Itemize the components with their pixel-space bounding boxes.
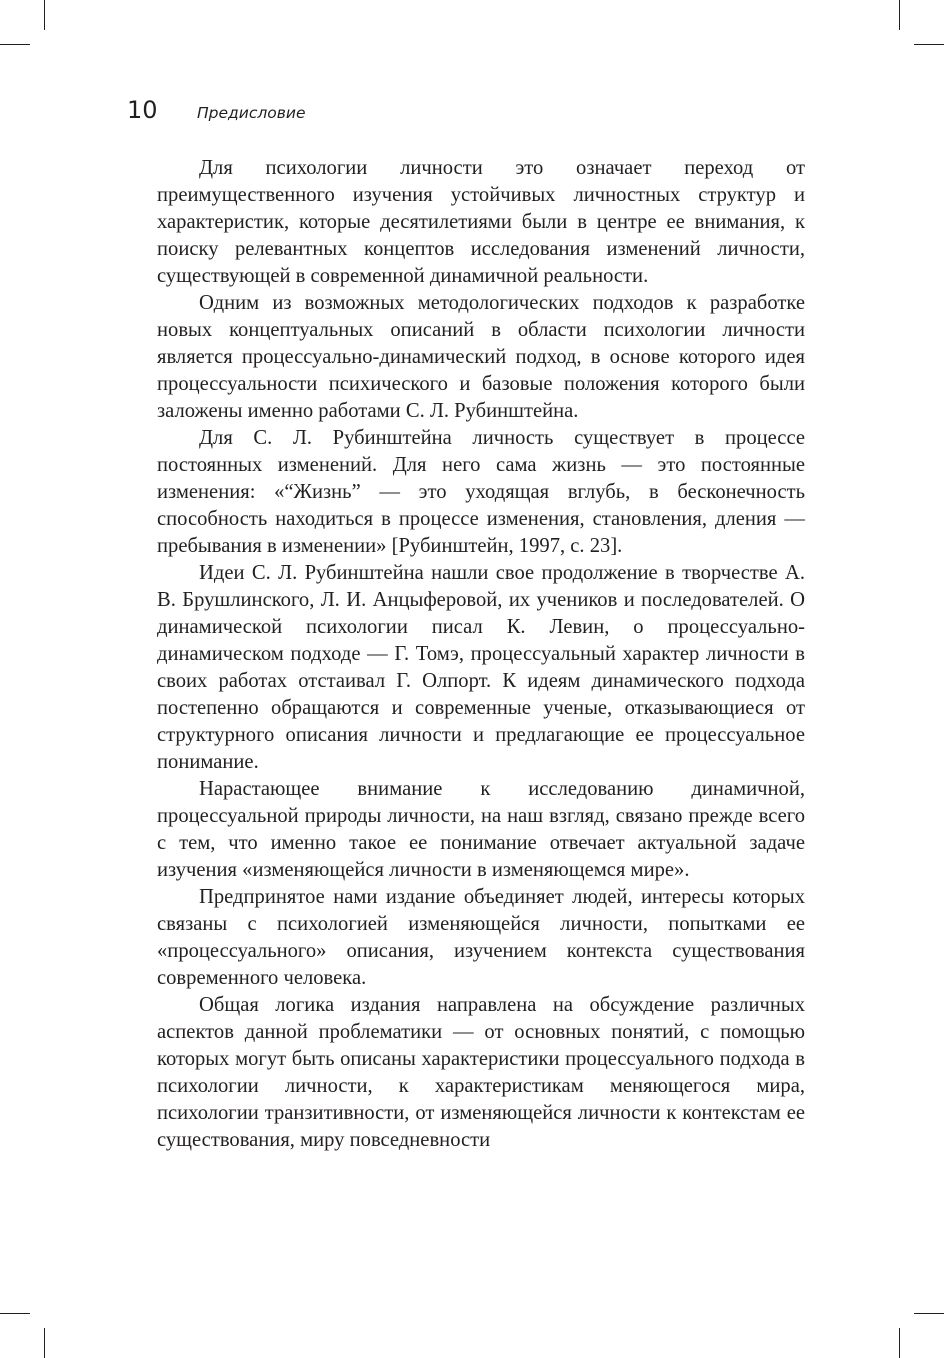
paragraph: Идеи С. Л. Рубинштейна нашли свое продолжение в творчестве А. В. Брушлинского, Л. И. Анцыферовой, их учеников и последователей. О динамической психологии писал К. Левин, о процессуально-динамическом подходе — Г. Томэ, процессуальный характер личности в своих работах отстаивал Г. Олпорт. К идеям динамического подхода постепенно обращаются и современные ученые, отказывающиеся от структурного описания личности и предлагающие ее процессуальное понимание. [157,562,805,773]
paragraph: Для психологии личности это означает переход от преимущественного изучения устойчивых личностных структур и характеристик, которые десятилетиями были в центре ее внимания, к поиску релевантных концептов исследования изменений личности, существующей в современной динамичной реальности. [157,157,805,287]
crop-mark-bottom-left-horizontal [0,1313,30,1314]
crop-mark-top-left-horizontal [0,44,30,45]
crop-mark-top-left-vertical [44,0,45,30]
paragraph: Общая логика издания направлена на обсуждение различных аспектов данной проблематики — от основных понятий, с помощью которых могут быть описаны характеристики процессуального подхода в психологии личности, к характеристикам меняющегося мира, психологии транзитивности, от изменяющейся личности к контекстам ее существования, миру повседневности [157,994,805,1151]
crop-mark-bottom-right-horizontal [914,1313,944,1314]
paragraph: Для С. Л. Рубинштейна личность существует в процессе постоянных изменений. Для него сама жизнь — это постоянные изменения: «“Жизнь” — это уходящая вглубь, в бесконечность способность находиться в процессе изменения, становления, дления — пребывания в изменении» [Рубинштейн, 1997, с. 23]. [157,427,805,557]
crop-mark-bottom-left-vertical [44,1328,45,1358]
crop-mark-top-right-vertical [899,0,900,30]
paragraph: Одним из возможных методологических подходов к разработке новых концептуальных описаний в области психологии личности является процессуально-динамический подход, в основе которого идея процессуальности психического и базовые положения которого были заложены именно работами С. Л. Рубинштейна. [157,292,805,422]
crop-mark-top-right-horizontal [914,44,944,45]
paragraph: Нарастающее внимание к исследованию динамичной, процессуальной природы личности, на наш взгляд, связано прежде всего с тем, что именно такое ее понимание отвечает актуальной задаче изучения «изменяющейся личности в изменяющемся мире». [157,778,805,881]
section-title: Предисловие [197,104,306,122]
page-number: 10 [127,96,158,124]
running-head [127,96,305,132]
body-text [157,155,805,1154]
paragraph: Предпринятое нами издание объединяет людей, интересы которых связаны с психологией изменяющейся личности, попытками ее «процессуального» описания, изучением контекста существования современного человека. [157,886,805,989]
crop-mark-bottom-right-vertical [899,1328,900,1358]
